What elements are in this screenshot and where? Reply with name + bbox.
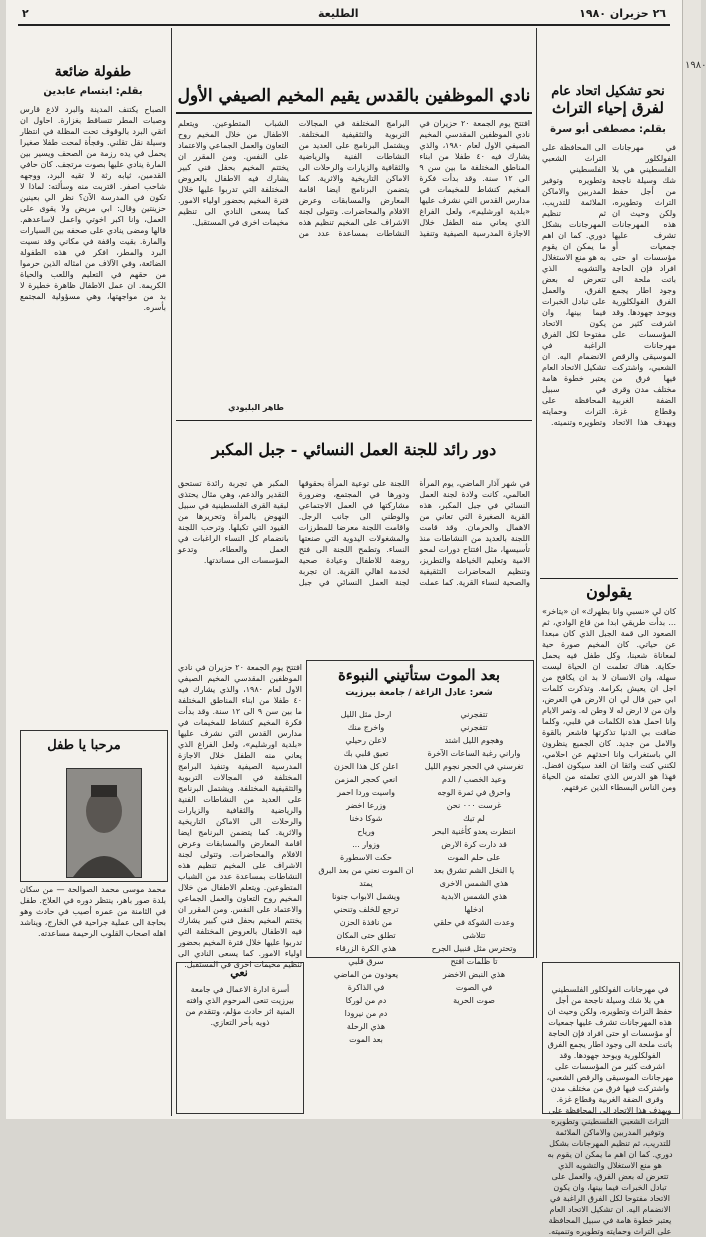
poem-line: هذي الشمس الاخرى [439,879,509,888]
club-byline: طاهر البلبودي [228,403,284,412]
poem-line: وعيد الخصب / الدم [441,775,506,784]
poem-line: لم تبك [463,814,485,823]
poem-line: هذي الرحلة [346,1022,386,1031]
poem-column-1 [314,708,418,1044]
column-divider [536,28,537,958]
page-number: ٢ [22,7,29,20]
poem-line: هذي الكرة الزرقاء [335,944,397,953]
poem-line: ارحل مثل الليل [340,710,392,719]
poem-line: تعبق قلبي بك [343,749,389,758]
poem-line: انتظرت يعدو كأغنية البحر [432,827,516,836]
sayings-headline: يقولون [586,582,632,601]
poem-line: واخرج منك [347,723,385,732]
child-box-body: محمد موسى محمد الصوالحة — من سكان بلدة صور باهر، ينتظر دوره في العلاج. طفل في الثامنة من عمره أصيب في حادث وهو بحاجة الى عملية جراحية في الخارج، ويناشد اهله اصحاب القلوب الرحيمة مساعدته. [20,885,166,938]
poem-line: ان الموت نعني من بعد البرق [318,866,414,875]
poem-headline: بعد الموت ستأتيني النبوءة [337,666,501,684]
section-title: الطليعة [318,7,359,20]
poem-line: وعدت الشوكة في حلقي [433,918,515,927]
childhood-headline: طفولة ضائعة [54,64,132,80]
poem-line: واحرق في ثمرة الوجه [437,788,511,797]
bottom-notice-title: نعي [230,966,248,979]
women-body-continued [178,662,303,969]
heritage-byline: بقلم: مصطفى أبو سرة [550,124,666,135]
club-headline: نادي الموظفين بالقدس يقيم المخيم الصيفي الأول [177,86,531,106]
poem-line: في الذاكرة [347,983,385,992]
column-divider [171,28,172,1116]
poem-line: في الصوت [455,983,493,992]
poem-line: وزوار ... [352,840,380,849]
poem-line: سرق قلبي [348,957,384,966]
poem-line: بعد الموت [349,1035,383,1044]
sayings-body: كان لي «نسبي وانا بظهرك» ان «يتاخر» ... بدأت طريقي ابدا من قاع الوادي، ثم الصعود الى قمة الجبل الذي كان مبعدا عن حياتي. كان المخيم صورة حية لمعاناة شعبنا، وكل طفل فيه يحمل حكاية. هناك تعلمت ان الحياة ليست سهلة، وان الانسان لا بد ان يكافح من اجل ان يعيش بكرامة. وتذكرت كلمات ابي حين قال لي ان الارض هي العرض، وان من لا ارض له لا وطن له. وتمر الايام وانا احمل هذه الكلمات في قلبي، وكلما ضاقت بي الدنيا تذكرتها فاشعر بالقوة والامل من جديد. كان الجميع ينظرون الي باستغراب وانا احدثهم عن احلامي، لكنني كنت واثقا ان الغد سيكون افضل. فهذا هو الدرس الذي تعلمته من الحياة ومن الناس البسطاء الذين عرفتهم. [542,607,676,792]
poem-line: ورياح [357,827,375,836]
poem-line: انعي كحجر المزمن [334,775,398,784]
poem-line: صوت الحرية [453,996,495,1005]
poem-line: ترجع للخلف وتنحني [333,905,399,914]
poem-line: قد دارت كرة الارض [441,840,507,849]
poem-line: تتلاشى [462,931,486,940]
newspaper-page [6,0,682,1236]
childhood-body: الصباح يكتنف المدينة والبرد لاذع قارس وصبات المطر تتساقط بغزارة. احاول ان اتقي البرد بالوقوف تحت المظلة في انتظار وسيلة نقل تقلني. وفجأة لمحت طفلا صغيرا يحمل في يده رزمة من الصحف ويسير بين المارة ينادي عليها بصوت مرتجف. كان حافي القدمين، ثيابه رثة لا تقيه البرد، ووجهه شاحب اصفر. اقتربت منه وسألته: لماذا لا تكون في المدرسة الآن؟ نظر الي بعينين حزينتين وقال: ابي مريض ولا يقوى على العمل، وانا اكبر اخوتي واعمل لاساعدهم. قالها ومضى ينادي على صحفه بين السيارات والمارة. بقيت واقفة في مكاني وقد نسيت البرد والمطر، افكر في هذه الطفولة الضائعة، وفي الآلاف من امثاله الذين حرموا من حقهم في التعليم واللعب والحياة الكريمة. ان عمل الاطفال ظاهرة خطيرة لا بد من مواجهتها، وهي مسؤولية المجتمع بأسره. [20,105,166,312]
poem-line: تا ظلمات افتح [450,957,498,966]
poem-line: دم من لوركا [345,996,387,1005]
poem-line: واسيت وردا احمر [337,788,395,797]
child-portrait-image [67,769,141,877]
headline-rule [176,112,532,114]
poem-line: تطلق حتى المكان [336,931,396,940]
poem-line: يعودون من الماضي [333,970,399,979]
child-photo [66,768,142,878]
childhood-byline: بقلم: ابتسام عابدين [43,86,143,97]
poem-line: اعلن كل هذا الحزن [334,762,398,771]
poem-line: واراني رغبة الساعات الآخرة [427,749,521,758]
poem-byline: شعر: عادل الزاغة / جامعة بيرزيت [345,688,493,698]
bottom-notice-body: أسرة ادارة الاعمال في جامعة بيرزيت تنعى المرحوم الذي وافته المنية اثر حادث مؤلم، وتتقدم من ذويه بأحر التعازي. [185,985,295,1027]
poem-line: لاعلن رحيلي [345,736,387,745]
poem-line: غرست ٠٠٠ نحن [446,801,502,810]
poem-line: دم من نيرودا [344,1009,388,1018]
poem-line: تتفجرني [460,723,488,732]
club-body: افتتح يوم الجمعة ٢٠ حزيران في نادي الموظفين المقدسي المخيم الصيفي الاول لعام ١٩٨٠، والذي يشارك فيه ٤٠ طفلا من ابناء المناطق المختلفة ما بين سن ٩ الى ١٢ سنة. وقد بدأت فكرة المخيم كنشاط للمخيمات في مدارس القدس التي نشرف عليها «بلدية اورشليم»، ولعل الفراغ الذي يعاني منه الطفل خلال الاجازة المدرسية الصيفية وتنفيذ البرامج المختلفة في المجالات التربوية والتثقيفية المختلفة. ويشتمل البرنامج على العديد من النشاطات الفنية والرياضية والثقافية والزيارات والرحلات الى الاماكن التاريخية والاثرية. كما يتضمن البرنامج ايضا اقامة المعارض والمسابقات وعرض الافلام والمحاضرات. وتتولى لجنة الاشراف على المخيم تنظيم هذه النشاطات بمساعدة عدد من الشباب المتطوعين. ويتعلم الاطفال من خلال المخيم روح التعاون والعمل الجماعي والاعتماد على النفس. ومن المقرر ان يختتم المخيم بحفل فني كبير يشارك فيه الاطفال بالعروض المختلفة التي تدربوا عليها خلال فترة المخيم بحضور اولياء الامور. كما يسعى النادي الى تنظيم مخيمات اخرى في المستقبل. [178,119,531,238]
women-headline: دور رائد للجنة العمل النسائي - جبل المكبر [211,440,497,459]
poem-line: ادخلها [464,905,484,914]
poem-line: ويشمل الابواب جنونا [331,892,401,901]
section-rule [540,578,678,579]
child-box-title: مرحبا يا طفل [47,738,121,753]
poem-line: يمتد [359,879,373,888]
poem-line: تتفجرني [460,710,488,719]
section-rule [176,420,532,421]
poem-line: وهجوم الليل اشتد [444,736,504,745]
poem-line: وتحترس مثل قنبيل الجرح [431,944,517,953]
heritage-body: في مهرجانات الفولكلور الفلسطيني هي بلا شك وسيلة ناجحة من أجل حفظ التراث وتطويره، ولكن وحيث ان هذه المهرجانات تشرف عليها جمعيات أو مؤسسات او حتى افراد فإن الحاجة باتت ملحة الى وجود اطار يجمع الفرق الفولكلورية ويوحد جهودها. وقد اشرفت كثير من المؤسسات على مهرجانات الموسيقى والرقص الشعبي، واشتركت فيها فرق من مختلف مدن وقرى الضفة الغربية وقطاع غزة. ويهدف هذا الاتحاد الى المحافظة على التراث الشعبي الفلسطيني وتطويره وتوفير المدربين والاماكن الملائمة للتدريب، ثم تنظيم المهرجانات بشكل دوري. كما ان اهم ما يمكن ان يقوم به هو منع الاستغلال والتشويه الذي تتعرض له بعض الفرق، والعمل على تبادل الخبرات فيما بينها، وان يكون الاتحاد مفتوحا لكل الفرق الراغبة في الانضمام اليه. ان تشكيل الاتحاد العام يعتبر خطوة هامة في سبيل المحافظة على التراث وحمايته وتطويره وتنميته. [542,143,676,427]
poem-line: وزرعا اخضر [346,801,386,810]
adjacent-page-edge [682,0,706,1119]
adjacent-page-date: ١٩٨٠ [685,60,706,71]
heritage-headline: نحو تشكيل اتحاد عام لفرق إحياء التراث [551,84,665,117]
poem-column-2 [420,708,528,1005]
poem-line: يا النخل الشم تشرق بعد [433,866,515,875]
page-header [18,2,670,26]
issue-date: ٢٦ حزيران ١٩٨٠ [579,7,666,20]
poem-line: هذي الشمس الابدية [440,892,508,901]
women-body-continued-text: افتتح يوم الجمعة ٢٠ حزيران في نادي الموظفين المقدسي المخيم الصيفي الاول لعام ١٩٨٠، والذي يشارك فيه ٤٠ طفلا من ابناء المناطق المختلفة ما بين سن ٩ الى ١٢ سنة. وقد بدأت فكرة المخيم كنشاط للمخيمات في مدارس القدس التي نشرف عليها «بلدية اورشليم»، ولعل الفراغ الذي يعاني منه الطفل خلال الاجازة المدرسية الصيفية وتنفيذ البرامج المختلفة في المجالات التربوية والتثقيفية المختلفة. ويشتمل البرنامج على العديد من النشاطات الفنية والرياضية والثقافية والزيارات والرحلات الى الاماكن التاريخية والاثرية. كما يتضمن البرنامج ايضا اقامة المعارض والمسابقات وعرض الافلام والمحاضرات. وتتولى لجنة الاشراف على المخيم تنظيم هذه النشاطات بمساعدة عدد من الشباب المتطوعين. ويتعلم الاطفال من خلال المخيم روح التعاون والعمل الجماعي والاعتماد على النفس. ومن المقرر ان يختتم المخيم بحفل فني كبير يشارك فيه الاطفال بالعروض المختلفة التي تدربوا عليها خلال فترة المخيم بحضور اولياء الامور. كما يسعى النادي الى تنظيم مخيمات اخرى في المستقبل. [178,663,303,969]
poem-line: على حلم الموت [447,853,501,862]
poem-line: تغرسني في الحجر نجوم الليل [424,762,524,771]
poem-line: من نافذة الحزن [339,918,393,927]
poem-line: شوكا دخنا [349,814,383,823]
poem-line: حكت الاسطورة [340,853,392,862]
women-body: في شهر آذار الماضي، يوم المرأة العالمي، كانت ولادة لجنة العمل النسائي في جبل المكبر، هذه القرية الصغيرة التي تعاني من الاهمال والحرمان. وقد قامت اللجنة بالعديد من النشاطات منذ تأسيسها، مثل افتتاح دورات لمحو الامية وتعليم الخياطة والتطريز، وتنظيم المحاضرات التثقيفية والصحية لنساء القرية. كما عملت اللجنة على توعية المرأة بحقوقها ودورها في المجتمع، وضرورة مشاركتها في العمل الاجتماعي والوطني الى جانب الرجل. واقامت اللجنة معرضا للمطرزات والمشغولات اليدوية التي صنعتها النساء. وتطمح اللجنة الى فتح روضة للاطفال وعيادة صحية لخدمة اهالي القرية. ان تجربة لجنة العمل النسائي في جبل المكبر هي تجربة رائدة تستحق التقدير والدعم، وهي مثال يحتذى لبقية القرى الفلسطينية في سبيل النهوض بالمرأة وتحريرها من القيود التي تكبلها. وترحب اللجنة بانضمام كل النساء الراغبات في العمل والعطاء، وتدعو المؤسسات الى مساندتها. [178,479,530,587]
right-notice-body: في مهرجانات الفولكلور الفلسطيني هي بلا شك وسيلة ناجحة من أجل حفظ التراث وتطويره، ولكن وحيث ان هذه المهرجانات تشرف عليها جمعيات أو مؤسسات او حتى افراد فإن الحاجة باتت ملحة الى وجود اطار يجمع الفرق الفولكلورية ويوحد جهودها. وقد اشرفت كثير من المؤسسات على مهرجانات الموسيقى والرقص الشعبي، واشتركت فيها فرق من مختلف مدن وقرى الضفة الغربية وقطاع غزة. ويهدف هذا الاتحاد الى المحافظة على التراث الشعبي الفلسطيني وتطويره وتوفير المدربين والاماكن الملائمة للتدريب، ثم تنظيم المهرجانات بشكل دوري. كما ان اهم ما يمكن ان يقوم به هو منع الاستغلال والتشويه الذي تتعرض له بعض الفرق، والعمل على تبادل الخبرات فيما بينها، وان يكون الاتحاد مفتوحا لكل الفرق الراغبة في الانضمام اليه. ان تشكيل الاتحاد العام يعتبر خطوة هامة في سبيل المحافظة على التراث وحمايته وتطويره وتنميته. [546,985,674,1236]
poem-line: هذي النبض الاخضر [442,970,506,979]
